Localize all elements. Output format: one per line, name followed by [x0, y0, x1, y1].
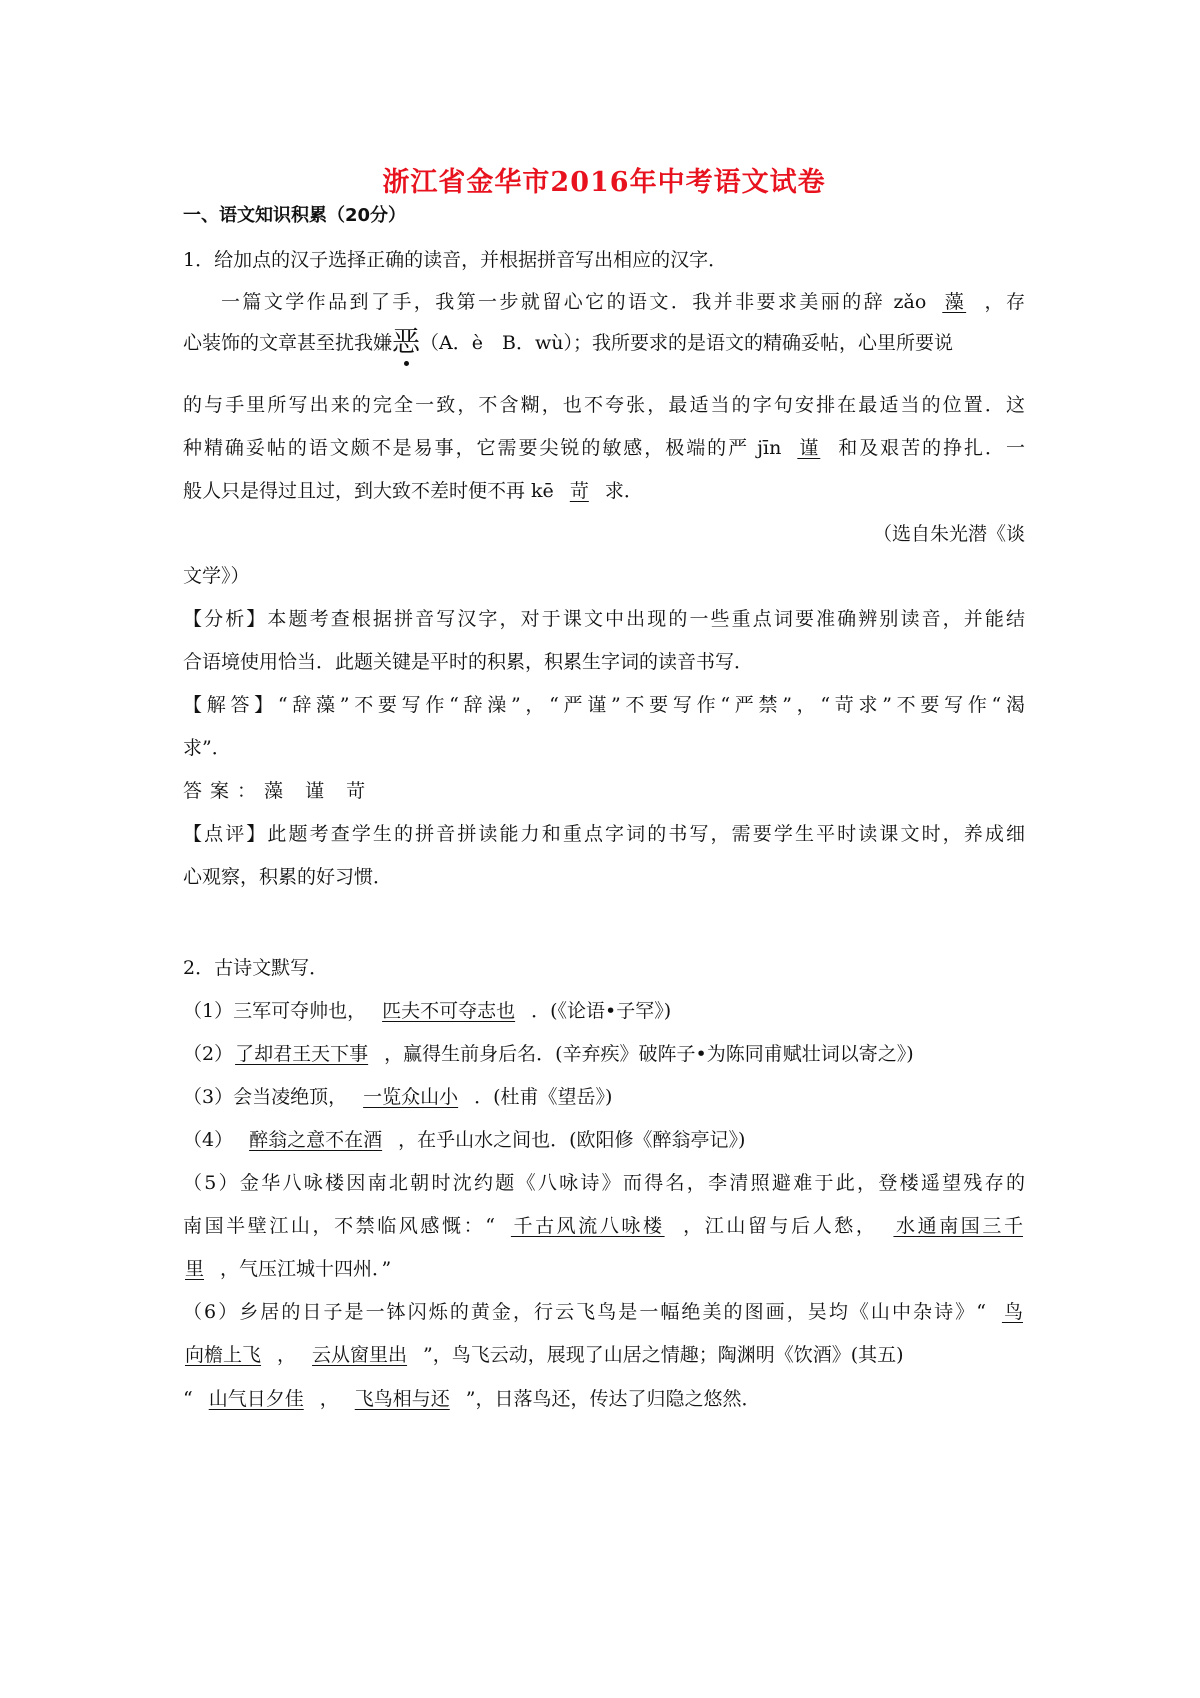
q1-passage-line-5 — [183, 478, 643, 504]
poem-blank-6a-cont: 向檐上飞 — [185, 1344, 262, 1366]
q2-item-6-line-3 — [183, 1386, 760, 1412]
text-span: ，江山留与后人愁， — [680, 1215, 878, 1237]
text-span: 一篇文学作品到了手，我第一步就留心它的语文．我并非要求美丽的辞 zǎo — [221, 291, 927, 313]
text-span: 种精确妥帖的语文颇不是易事，它需要尖锐的敏感，极端的严 jīn — [183, 437, 782, 459]
q1-analysis-line-1: 【分析】本题考查根据拼音写汉字，对于课文中出现的一些重点词要准确辨别读音，并能结 — [183, 608, 1025, 630]
q2-item-5-line-1: （5）金华八咏楼因南北朝时沈约题《八咏诗》而得名，李清照避难于此，登楼遥望残存的 — [183, 1172, 1025, 1194]
q1-comment-line-1: 【点评】此题考查学生的拼音拼读能力和重点字词的书写，需要学生平时读课文时，养成细 — [183, 823, 1025, 845]
text-span: ”，鸟飞云动，展现了山居之情趣；陶渊明《饮酒》(其五) — [423, 1344, 904, 1366]
poem-blank-6b: 云从窗里出 — [312, 1344, 408, 1366]
poem-blank-2: 了却君王天下事 — [235, 1043, 369, 1065]
text-span: 心装饰的文章甚至扰我嫌 — [183, 332, 393, 354]
text-span: ， — [319, 1388, 339, 1410]
text-span: “ — [183, 1388, 193, 1410]
q2-prompt: 2．古诗文默写． — [183, 957, 329, 979]
text-span: ”，日落鸟还，传达了归隐之悠然． — [465, 1388, 761, 1410]
section-heading: 一、语文知识积累（20分） — [183, 205, 407, 226]
text-span: （3）会当凌绝顶， — [183, 1086, 348, 1108]
poem-blank-6c: 山气日夕佳 — [208, 1388, 304, 1410]
q1-passage-line-1 — [183, 289, 1025, 315]
q2-item-4 — [183, 1127, 745, 1153]
poem-blank-5b: 水通南国三千 — [893, 1215, 1023, 1237]
text-span: ．(杜甫《望岳》) — [474, 1086, 613, 1108]
q2-item-6-line-1 — [183, 1299, 1025, 1325]
text-span: （4） — [183, 1129, 234, 1151]
q1-passage-line-2 — [183, 325, 953, 358]
dotted-character: 恶 — [392, 325, 421, 358]
poem-blank-6d: 飞鸟相与还 — [354, 1388, 450, 1410]
poem-blank-5a: 千古风流八咏楼 — [510, 1215, 665, 1237]
q2-item-6-line-2 — [183, 1342, 904, 1368]
text-span: ，存 — [982, 291, 1025, 313]
page-title: 浙江省金华市2016年中考语文试卷 — [382, 167, 826, 198]
text-span: 南国半壁江山，不禁临风感慨：“ — [183, 1215, 495, 1237]
text-span: ，气压江城十四州．” — [220, 1258, 392, 1280]
text-span: 般人只是得过且过，到大致不差时便不再 kē — [183, 480, 554, 502]
q2-item-1 — [183, 998, 671, 1024]
q1-source-line-1: （选自朱光潜《谈 — [872, 523, 1025, 545]
q1-solution-line-1: 【解答】“辞藻”不要写作“辞澡”，“严谨”不要写作“严禁”，“苛求”不要写作“渴 — [183, 694, 1025, 716]
poem-blank-1: 匹夫不可夺志也 — [382, 1000, 516, 1022]
q1-passage-line-3: 的与手里所写出来的完全一致，不含糊，也不夸张，最适当的字句安排在最适当的位置．这 — [183, 394, 1025, 416]
text-span: （1）三军可夺帅也， — [183, 1000, 367, 1022]
q1-passage-line-4 — [183, 435, 1025, 461]
q1-source-line-2: 文学》） — [183, 565, 250, 587]
q2-item-5-line-3 — [183, 1256, 391, 1282]
answer-blank-1: 藻 — [942, 291, 967, 313]
text-span: ，在乎山水之间也．(欧阳修《醉翁亭记》) — [398, 1129, 746, 1151]
text-span: 和及艰苦的挣扎．一 — [836, 437, 1025, 459]
text-span: （6）乡居的日子是一钵闪烁的黄金，行云飞鸟是一幅绝美的图画，吴均《山中杂诗》“ — [183, 1301, 986, 1323]
poem-blank-3: 一览众山小 — [363, 1086, 459, 1108]
q2-item-2 — [183, 1041, 914, 1067]
text-span: ．(《论语•子罕》) — [531, 1000, 672, 1022]
q1-prompt: 1．给加点的汉子选择正确的读音，并根据拼音写出相应的汉字． — [183, 249, 728, 271]
q2-item-5-line-2 — [183, 1213, 1025, 1239]
q2-item-3 — [183, 1084, 612, 1110]
q1-answer: 答案：藻 谨 苛 — [183, 780, 374, 802]
answer-blank-3: 苛 — [569, 480, 589, 502]
poem-blank-5b-cont: 里 — [185, 1258, 205, 1280]
text-span: 求． — [604, 480, 643, 502]
q1-solution-line-2: 求”． — [183, 737, 231, 759]
answer-blank-2: 谨 — [797, 437, 821, 459]
q1-comment-line-2: 心观察，积累的好习惯． — [183, 866, 393, 888]
text-span: ， — [277, 1344, 297, 1366]
text-span: （2） — [183, 1043, 234, 1065]
q1-analysis-line-2: 合语境使用恰当．此题关键是平时的积累，积累生字词的读音书写． — [183, 651, 754, 673]
poem-blank-4: 醉翁之意不在酒 — [249, 1129, 383, 1151]
text-span: ，赢得生前身后名．(辛弃疾》破阵子•为陈同甫赋壮词以寄之》) — [384, 1043, 914, 1065]
text-span: （A．è B．wù）；我所要求的是语文的精确妥帖，心里所要说 — [420, 332, 953, 354]
poem-blank-6a: 鸟 — [1001, 1301, 1023, 1323]
